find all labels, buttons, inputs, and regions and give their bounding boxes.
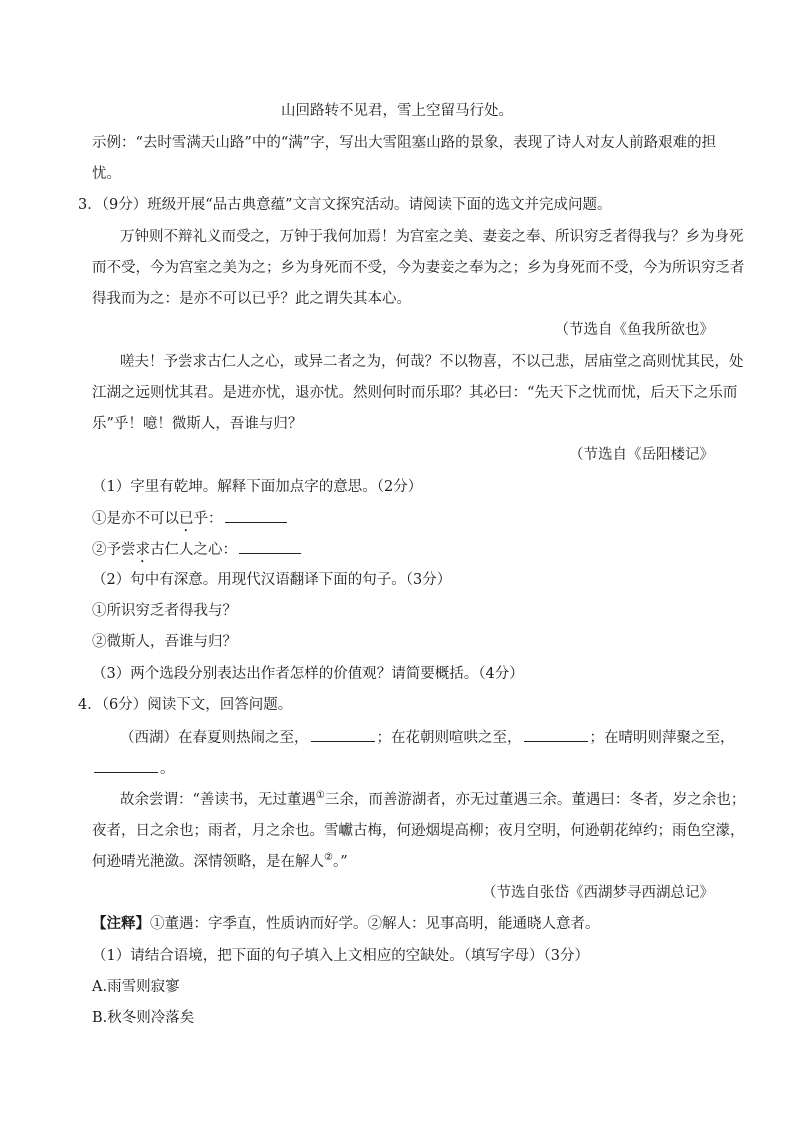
q4-para-seg1: 故余尝谓：“善读书，无过董遇 (120, 792, 316, 808)
q3-sub2: （2）句中有深意。用现代汉语翻译下面的句子。（3分） (92, 572, 452, 588)
q3-sub1-a-dotted-char: 已 (179, 511, 194, 527)
q3-passage1-line1: 万钟则不辩礼义而受之，万钟于我何加焉！为宫室之美、妻妾之奉、所识穷乏者得我与？乡为身死 (120, 229, 744, 245)
q4-line1-a: （西湖）在春夏则热闹之至， (120, 730, 309, 746)
example-line-1: 示例：“去时雪满天山路”中的“满”字，写出大雪阻塞山路的景象，表现了诗人对友人前路艰难的担 (92, 135, 717, 151)
q3-passage1-line2: 而不受，今为宫室之美为之；乡为身死而不受，今为妻妾之奉为之；乡为身死而不受，今为所识穷乏者 (92, 260, 745, 276)
note-marker-1: ① (315, 790, 325, 802)
answer-blank[interactable] (524, 727, 588, 742)
answer-blank[interactable] (239, 539, 301, 554)
q4-para-seg2: 三余，而善游湖者，亦无过董遇三余。董遇曰：冬者，岁之余也； (324, 792, 746, 808)
q3-source2: （节选自《岳阳楼记》 (569, 447, 714, 463)
q3-sub1-item-a (92, 508, 289, 535)
q4-line1-b: ；在花朝则喧哄之至， (376, 730, 522, 746)
q3-passage2-line2: 江湖之远则忧其君。是进亦忧，退亦忧。然则何时而乐耶？其必曰：“先天下之忧而忧，后天下之乐而 (92, 385, 738, 401)
answer-blank[interactable] (311, 727, 375, 742)
q3-sub2-item-b: ②微斯人，吾谁与归？ (92, 634, 237, 650)
q4-para-seg5: 。” (332, 854, 348, 870)
q4-option-b: B.秋冬则冷落矣 (92, 1010, 195, 1026)
q4-annotation (92, 914, 600, 934)
note-marker-2: ② (324, 852, 333, 864)
poem-line: 山回路转不见君，雪上空留马行处。 (281, 103, 513, 119)
annotation-text: ①董遇：字季直，性质讷而好学。②解人：见事高明，能通晓人意者。 (150, 916, 600, 932)
q3-sub1-b-pre: ②予尝 (92, 542, 136, 558)
q4-line2 (92, 758, 175, 779)
q4-para-line1 (120, 790, 745, 810)
q4-source: （节选自张岱《西湖梦寻西湖总记》 (482, 885, 714, 901)
q4-sub1: （1）请结合语境，把下面的句子填入上文相应的空缺处。（填写字母）（3分） (92, 948, 589, 964)
q3-sub1-a-post: 乎： (193, 511, 223, 527)
q4-option-a: A.雨雪则寂寥 (92, 979, 180, 995)
annotation-label: 【注释】 (92, 915, 150, 932)
q3-passage2-line1: 嗟夫！予尝求古仁人之心，或异二者之为，何哉？不以物喜，不以己悲，居庙堂之高则忧其民，处 (120, 354, 744, 370)
q3-sub2-item-a: ①所识穷乏者得我与？ (92, 603, 237, 619)
q3-passage2-line3: 乐”乎！噫！微斯人，吾谁与归？ (92, 416, 303, 432)
q4-para-seg4: 何逊晴光滟潋。深情领略，是在解人 (92, 854, 324, 870)
q3-passage1-line3: 得我而为之：是亦不可以已乎？此之谓失其本心。 (92, 291, 411, 307)
q3-sub1-b-dotted-char: 求 (135, 542, 150, 558)
answer-blank[interactable] (225, 508, 287, 523)
q4-para-line3 (92, 852, 348, 872)
q3-header: 3．（9分）班级开展“品古典意蕴”文言文探究活动。请阅读下面的选文并完成问题。 (78, 197, 612, 213)
q3-sub3: （3）两个选段分别表达出作者怎样的价值观？请简要概括。（4分） (92, 666, 524, 682)
q3-sub1-b-post: 古仁人之心： (150, 542, 237, 558)
q4-line1 (120, 727, 735, 748)
q4-header: 4．（6分）阅读下文，回答问题。 (78, 697, 293, 713)
q4-line1-c: ；在晴明则萍聚之至， (589, 730, 735, 746)
q3-source1: （节选自《鱼我所欲也》 (554, 322, 714, 338)
answer-blank[interactable] (94, 758, 158, 773)
q4-line2-end: 。 (160, 761, 175, 777)
example-line-2: 忧。 (92, 166, 121, 182)
q3-sub1: （1）字里有乾坤。解释下面加点字的意思。（2分） (92, 479, 423, 495)
q4-para-line2: 夜者，日之余也；雨者，月之余也。雪巘古梅，何逊烟堤高柳；夜月空明，何逊朝花绰约；雨色空濛， (92, 823, 745, 839)
q3-sub1-a-pre: ①是亦不可以 (92, 511, 179, 527)
q3-sub1-item-b (92, 539, 303, 566)
